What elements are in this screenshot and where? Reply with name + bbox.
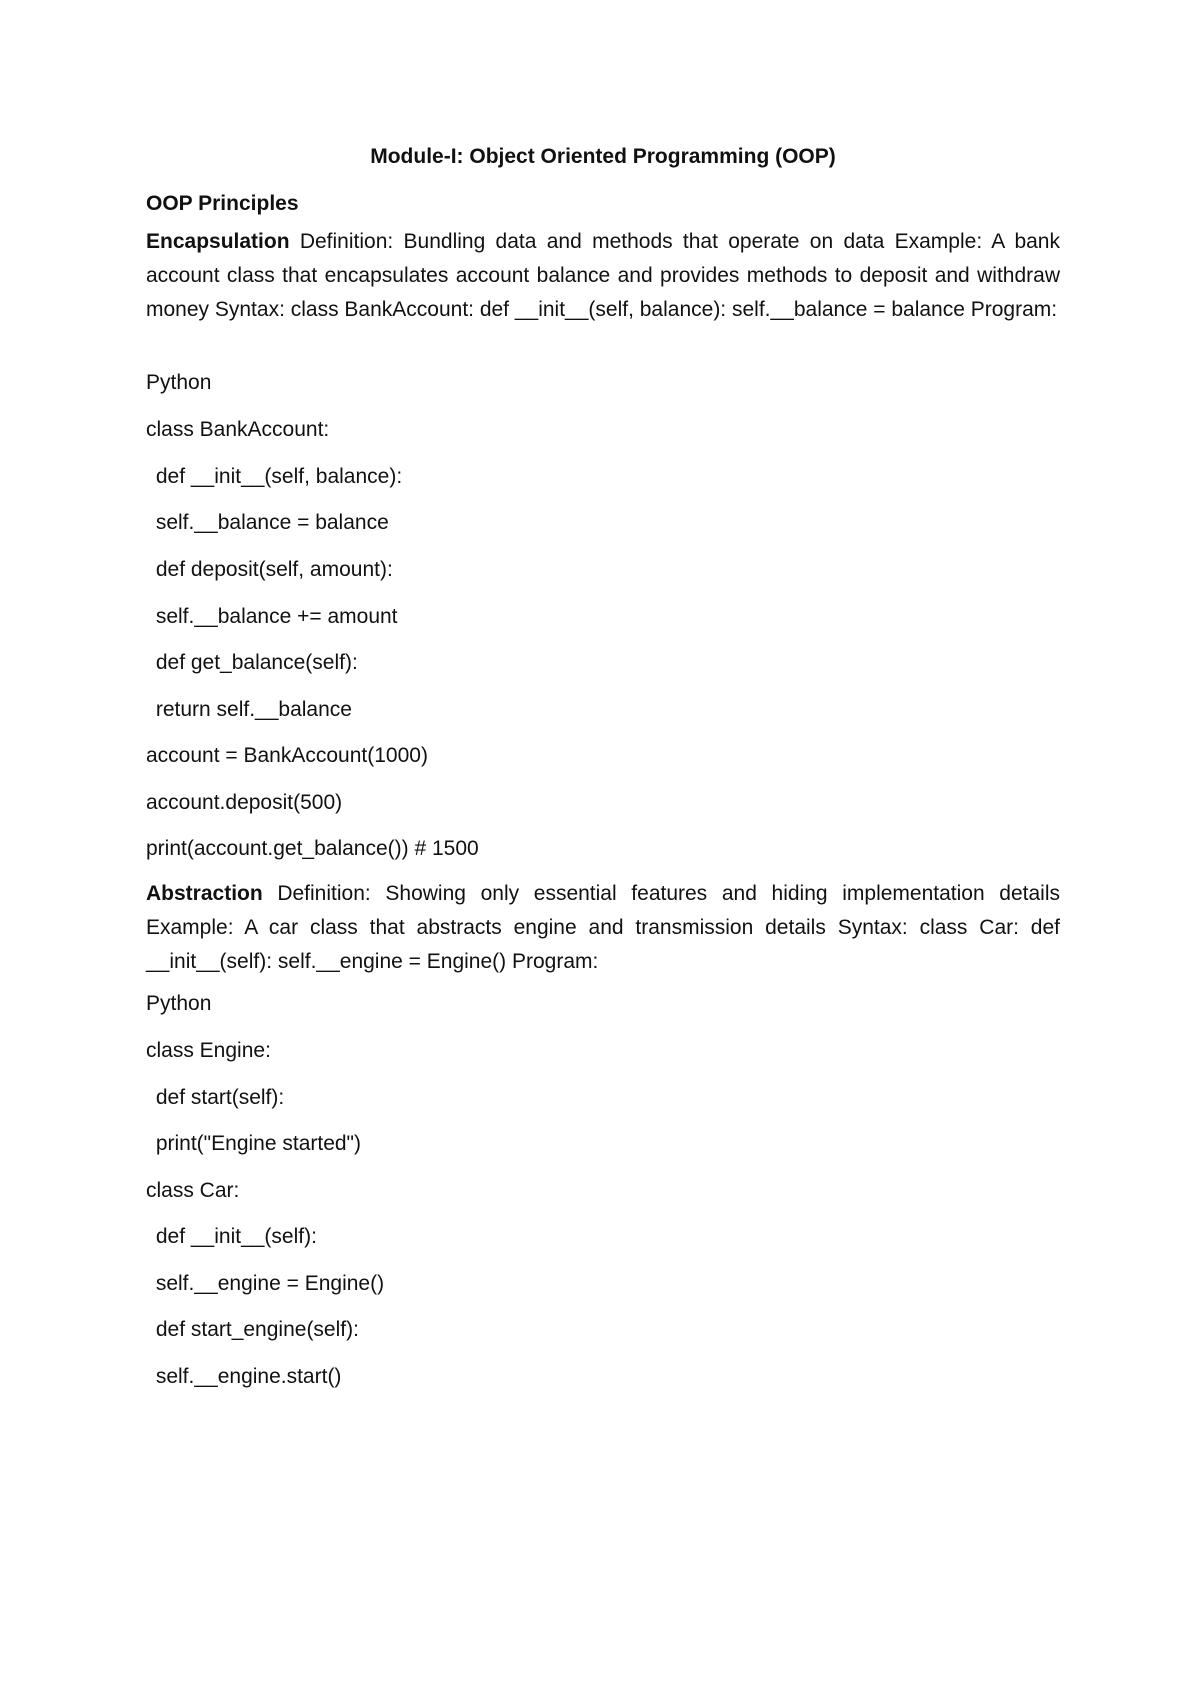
code-line: def __init__(self): <box>150 1225 317 1248</box>
code-line: print(account.get_balance()) # 1500 <box>146 837 479 860</box>
encapsulation-term: Encapsulation <box>146 230 290 253</box>
abstraction-paragraph <box>146 877 1060 979</box>
section-heading: OOP Principles <box>146 192 299 215</box>
code-line: def start(self): <box>150 1086 285 1109</box>
code-line: def deposit(self, amount): <box>150 558 393 581</box>
code-line: print("Engine started") <box>150 1132 362 1155</box>
code-line: return self.__balance <box>150 698 352 721</box>
encapsulation-language-label: Python <box>146 371 212 394</box>
code-line: class BankAccount: <box>146 418 330 441</box>
encapsulation-text: Definition: Bundling data and methods that operate on data Example: A bank account class that encapsulates account balance and provides methods to deposit and withdraw money Syntax: class BankAccount: def __init__(self, balance): self.__balance = balance Program: <box>146 230 1060 321</box>
code-line: def get_balance(self): <box>150 651 358 674</box>
page-title: Module-I: Object Oriented Programming (OOP) <box>370 145 836 168</box>
code-line: self.__balance += amount <box>150 605 398 628</box>
abstraction-language-label: Python <box>146 992 212 1015</box>
code-line: def start_engine(self): <box>150 1318 359 1341</box>
code-line: account.deposit(500) <box>146 791 343 814</box>
encapsulation-paragraph <box>146 225 1060 327</box>
code-line: account = BankAccount(1000) <box>146 744 428 767</box>
code-line: class Engine: <box>146 1039 271 1062</box>
code-line: self.__engine.start() <box>150 1365 342 1388</box>
abstraction-text: Definition: Showing only essential features and hiding implementation details Example: A car class that abstracts engine and transmission details Syntax: class Car: def __init__(self): self.__engine = Engine() Program: <box>146 882 1060 973</box>
abstraction-term: Abstraction <box>146 882 263 905</box>
code-line: def __init__(self, balance): <box>150 465 403 488</box>
code-line: self.__engine = Engine() <box>150 1272 385 1295</box>
code-line: class Car: <box>146 1179 240 1202</box>
code-line: self.__balance = balance <box>150 511 389 534</box>
